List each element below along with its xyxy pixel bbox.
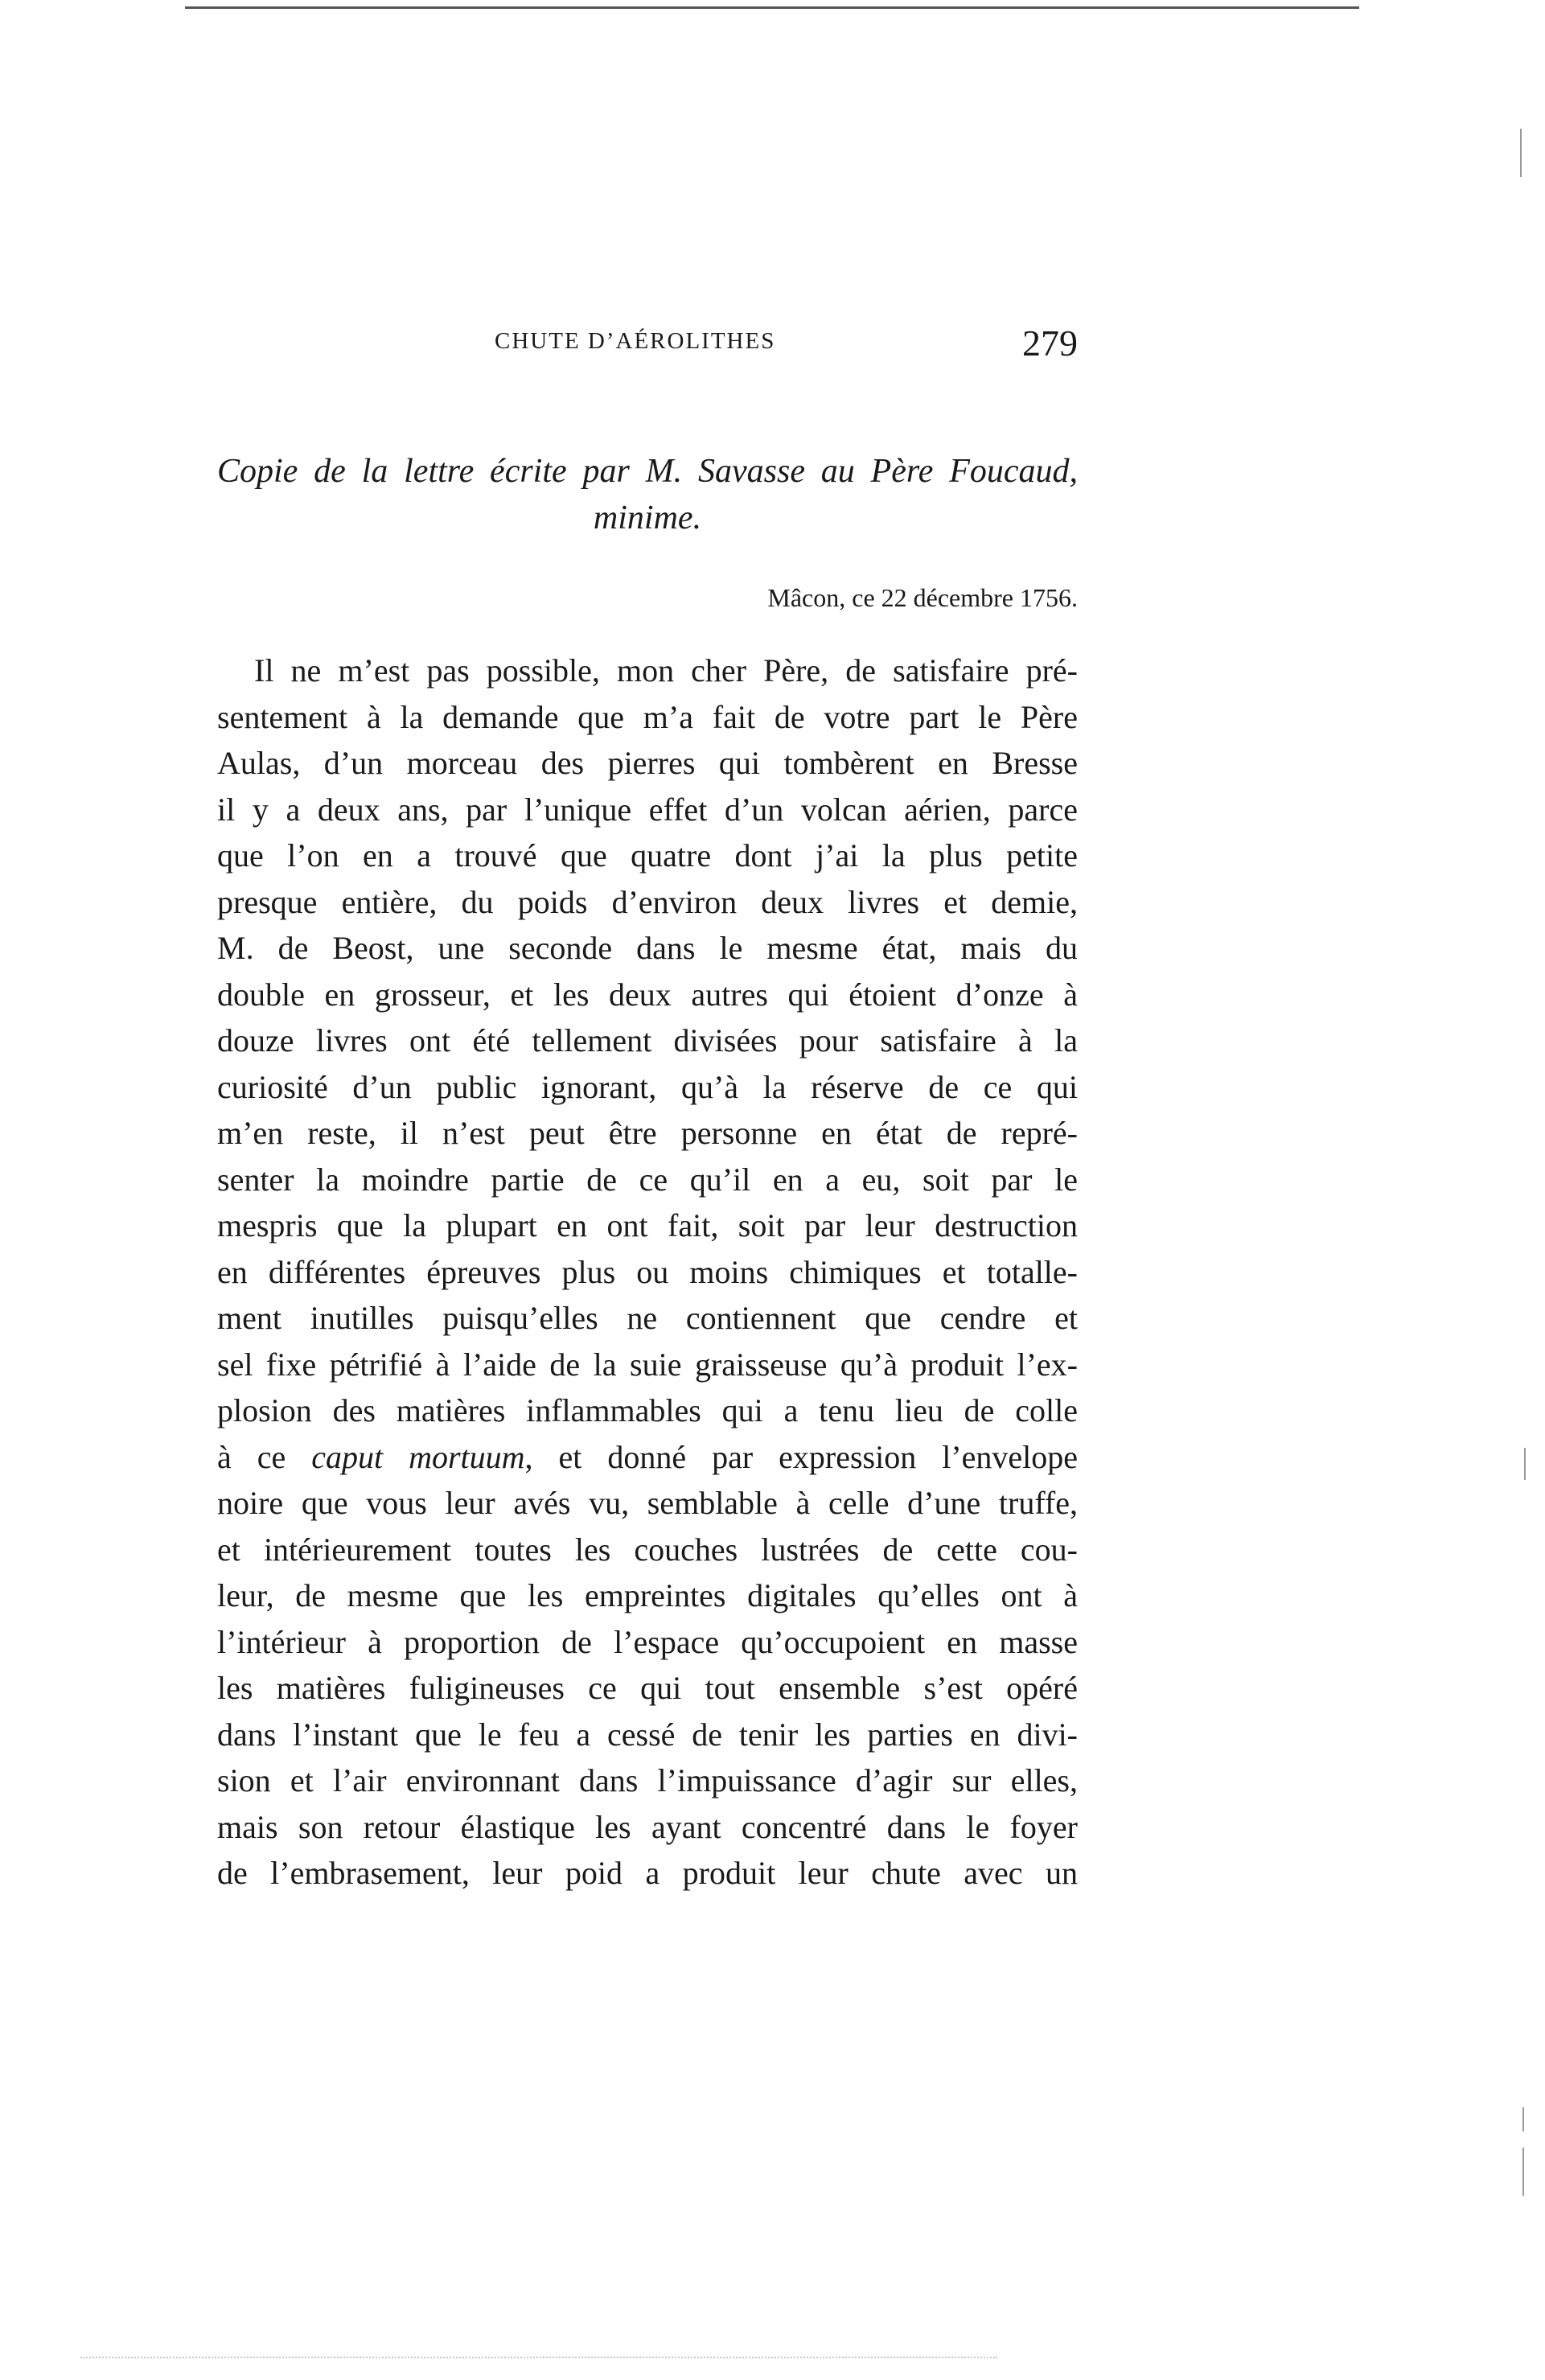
body-line: en différentes épreuves plus ou moins chimiques et totalle- [217,1253,1078,1290]
margin-speck [1522,2148,1524,2196]
body-line: que l’on en a trouvé que quatre dont j’ai la plus petite [217,837,1078,873]
body-line: noire que vous leur avés vu, semblable à celle d’une truffe, [217,1485,1078,1521]
page-number: 279 [1022,323,1078,364]
body-line: mais son retour élastique les ayant concentré dans le foyer [217,1808,1078,1845]
latin-phrase: caput mortuum [311,1438,525,1475]
body-line: mespris que la plupart en ont fait, soit par leur destruction [217,1207,1078,1243]
body-line: et intérieurement toutes les couches lustrées de cette cou- [217,1531,1078,1568]
body-line: sel fixe pétrifié à l’aide de la suie graisseuse qu’à produit l’ex- [217,1346,1078,1383]
body-line: m’en reste, il n’est peut être personne en état de repré- [217,1115,1078,1151]
body-line: plosion des matières inflammables qui a tenu lieu de colle [217,1392,1078,1428]
body-line: senter la moindre partie de ce qu’il en a eu, soit par le [217,1161,1078,1198]
running-head [217,322,1078,370]
body-line: il y a deux ans, par l’unique effet d’un volcan aérien, parce [217,791,1078,828]
heading-line: Copie de la lettre écrite par M. Savasse au Père Foucaud, [217,453,1078,490]
margin-speck [1520,129,1522,177]
body-line: ment inutilles puisqu’elles ne contiennent que cendre et [217,1300,1078,1336]
body-line: Il ne m’est pas possible, mon cher Père, de satisfaire pré- [254,652,1078,689]
body-line: curiosité d’un public ignorant, qu’à la réserve de ce qui [217,1068,1078,1105]
letter-body [217,647,1078,1897]
body-line: douze livres ont été tellement divisées pour satisfaire à la [217,1022,1078,1058]
heading-line: minime. [593,499,702,536]
margin-speck [1522,2107,1524,2131]
body-line: à ce caput mortuum, et donné par expression l’envelope [217,1438,1079,1475]
running-title: CHUTE D’AÉROLITHES [495,328,776,354]
body-line: sentement à la demande que m’a fait de votre part le Père [217,698,1078,735]
body-line: dans l’instant que le feu a cessé de tenir les parties en divi- [217,1716,1078,1753]
letter-heading [217,448,1078,541]
body-line: presque entière, du poids d’environ deux livres et demie, [217,883,1078,920]
body-line: leur, de mesme que les empreintes digitales qu’elles ont à [217,1577,1078,1613]
body-line: Aulas, d’un morceau des pierres qui tombèrent en Bresse [217,745,1078,781]
bottom-marks [80,2357,997,2360]
body-line: sion et l’air environnant dans l’impuissance d’agir sur elles, [217,1762,1078,1798]
body-line: l’intérieur à proportion de l’espace qu’occupoient en masse [217,1623,1078,1660]
body-line: les matières fuligineuses ce qui tout ensemble s’est opéré [217,1670,1078,1706]
body-line: double en grosseur, et les deux autres qui étoient d’onze à [217,976,1078,1013]
body-line: de l’embrasement, leur poid a produit leur chute avec un [217,1855,1078,1891]
dateline: Mâcon, ce 22 décembre 1756. [767,583,1078,612]
top-rule [185,6,1359,9]
body-line: M. de Beost, une seconde dans le mesme état, mais du [217,930,1078,966]
margin-speck [1524,1448,1526,1480]
